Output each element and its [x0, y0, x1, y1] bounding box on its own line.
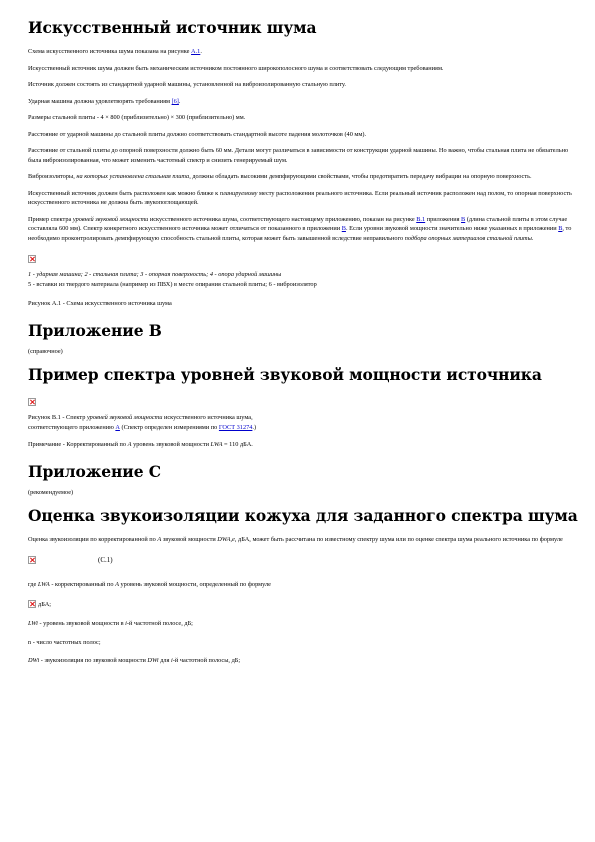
text-italic: i — [125, 620, 127, 627]
definition-lwi — [28, 619, 578, 629]
text: Ударная машина должна удовлетворять требованиям — [28, 97, 172, 105]
text-italic: подбора опорных материалов стальной плиты — [404, 234, 532, 242]
figure-b1-image — [28, 393, 578, 405]
text: Примечание - Корректированный по — [28, 441, 128, 448]
paragraph-machine-requirements — [28, 97, 578, 107]
figure-a1-image — [28, 250, 578, 262]
text-italic: А — [115, 580, 119, 588]
text: .) — [252, 423, 257, 431]
text: -й частотной полосы, дБ; — [172, 657, 241, 664]
appendix-b-status: (справочное) — [28, 347, 63, 355]
text: Оценка звукоизоляции по корректированной по — [28, 536, 158, 543]
text-italic: уровней звуковой мощности — [72, 215, 149, 223]
text: , дБА, может быть рассчитана по известному спектру шума или по оценке спектра шума реального источника по формуле — [234, 536, 563, 543]
link-figure-b1[interactable]: В.1 — [416, 215, 426, 223]
text: - корректированный по — [49, 580, 116, 588]
appendix-b-title: Пример спектра уровней звуковой мощности источника — [28, 365, 542, 384]
text: месту расположения реального источника. Если реальный источник расположен над полом, то опорная поверхность искусственного источника не должна быть звукопоглощающей. — [28, 189, 572, 206]
text: = 110 дБА. — [222, 441, 253, 448]
text-italic: на которых установлена стальная плита — [76, 173, 190, 180]
text: Схема искусственного источника шума показана на рисунке — [28, 48, 192, 55]
formula-unit: дБА; — [38, 600, 52, 608]
legend-line: 5 - вставки из твердого материала (например из ПВХ) в месте опирания стальной плиты; 6 - виброизолятор — [28, 280, 317, 288]
paragraph-spectrum-example — [28, 215, 578, 244]
text: Рисунок В.1 - Спектр — [28, 414, 87, 421]
definition-dwi — [28, 656, 578, 666]
link-figure-a1[interactable]: А.1 — [191, 48, 201, 55]
text: . — [531, 234, 534, 242]
legend-line: 1 - ударная машина; 2 - стальная плита; 3 - опорная поверхность; 4 - опора ударной машины — [28, 271, 282, 278]
figure-legend — [28, 270, 578, 289]
text-italic: А — [127, 441, 132, 448]
paragraph-distance-support: Расстояние от стальной плиты до опорной поверхности должно быть 60 мм. Детали могут различаться в зависимости от конструкции ударной машины. Но важно, чтобы стальная плита не обязательно была виброизолированная, что может изменить частотный спектр и снизить генерируемый шум. — [28, 147, 569, 164]
text-italic: LWA — [37, 580, 50, 588]
text: звуковой мощности — [161, 536, 218, 543]
appendix-c-status: (рекомендуемое) — [28, 488, 74, 496]
text: соответствующего приложению — [28, 423, 116, 431]
text: Виброизоляторы, — [28, 173, 77, 180]
text-italic: i — [171, 657, 173, 664]
formula-c1 — [28, 554, 578, 566]
appendix-c-heading: Приложение С — [28, 461, 161, 481]
link-appendix-b[interactable]: В — [558, 225, 563, 232]
text-italic: DWA,e — [217, 536, 235, 543]
text: искусственного источника шума, — [162, 414, 253, 421]
text: . — [178, 97, 181, 105]
formula-lwa — [28, 598, 578, 610]
text: - звукоизоляция по звуковой мощности — [39, 657, 148, 664]
text: приложения — [425, 215, 462, 223]
paragraph-placement — [28, 189, 578, 208]
text: (Спектр определен измерениями по — [119, 423, 219, 431]
text: , то необходимо проконтролировать демпфирующую способность стальной плиты, которая может быть завышенной вследствие неправильного — [28, 225, 572, 242]
document-page — [28, 18, 578, 673]
appendix-c-intro — [28, 535, 578, 545]
broken-image-icon — [28, 600, 36, 608]
text-italic: планируемому — [219, 189, 258, 197]
appendix-b-heading: Приложение В — [28, 320, 162, 340]
broken-image-icon — [28, 255, 36, 263]
formula-where — [28, 580, 578, 590]
paragraph-plate-size: Размеры стальной плиты - 4 × 800 (приблизительно) × 300 (приблизительно) мм. — [28, 114, 246, 121]
text-italic: LWi — [28, 620, 38, 627]
text: (длина стальной плиты в этом случае составляла 600 мм). Спектр конкретного искусственного источника может отличаться от показанного в приложении — [28, 215, 568, 232]
text-italic: DWi — [147, 657, 159, 664]
broken-image-icon — [28, 556, 36, 564]
figure-b1-caption — [28, 413, 578, 432]
text: Искусственный источник должен быть расположен как можно ближе к — [28, 189, 220, 197]
text-italic: DWi — [28, 657, 40, 664]
text: , должны обладать высокими демпфирующими свойствами, чтобы предотвратить передачу вибрации на опорную поверхность. — [189, 173, 532, 180]
paragraph-vibration-isolators — [28, 172, 578, 182]
text: где — [28, 580, 38, 588]
broken-image-icon — [28, 398, 36, 406]
text-italic: А — [157, 536, 162, 543]
text: для — [158, 657, 172, 664]
appendix-c-title: Оценка звукоизоляции кожуха для заданного спектра шума — [28, 506, 578, 525]
figure-b1-note — [28, 440, 578, 450]
figure-a1-caption: Рисунок А.1 - Схема искусственного источника шума — [28, 300, 172, 307]
text-italic: уровней звуковой мощности — [86, 414, 163, 421]
link-gost-31274[interactable]: ГОСТ 31274 — [218, 423, 253, 431]
text: . — [200, 48, 202, 55]
paragraph-distance-hammer: Расстояние от ударной машины до стальной плиты должно соответствовать стандартной высоте падения молоточков (40 мм). — [28, 130, 367, 138]
text: искусственного источника шума, соответствующего настоящему приложению, показан на рисунке — [148, 215, 417, 223]
equation-number: (С.1) — [98, 555, 113, 564]
link-appendix-b[interactable]: В — [461, 215, 466, 223]
link-appendix-a[interactable]: А — [115, 423, 120, 431]
text: - уровень звуковой мощности в — [37, 620, 126, 627]
text: Пример спектра — [28, 215, 73, 223]
page-title: Искусственный источник шума — [28, 18, 317, 37]
paragraph-requirements: Искусственный источник шума должен быть механическим источником постоянного широкополосного шума и соответствовать следующим требованиям. — [28, 64, 444, 72]
text: уровень звуковой мощности, определенный по формуле — [118, 580, 271, 588]
link-appendix-b[interactable]: В — [341, 225, 346, 232]
link-reference-6[interactable]: [6] — [171, 97, 179, 105]
paragraph-scheme-ref — [28, 47, 578, 57]
text: -й частотной полосе, дБ; — [126, 620, 193, 627]
text: уровень звуковой мощности — [131, 441, 211, 448]
definition-n: n - число частотных полос; — [28, 638, 101, 646]
text: . Если уровни звуковой мощности значительно ниже указанных в приложении — [345, 225, 559, 232]
paragraph-composition: Источник должен состоять из стандартной ударной машины, установленной на виброизолированную стальную плиту. — [28, 81, 347, 88]
text-italic: LWA — [210, 441, 223, 448]
